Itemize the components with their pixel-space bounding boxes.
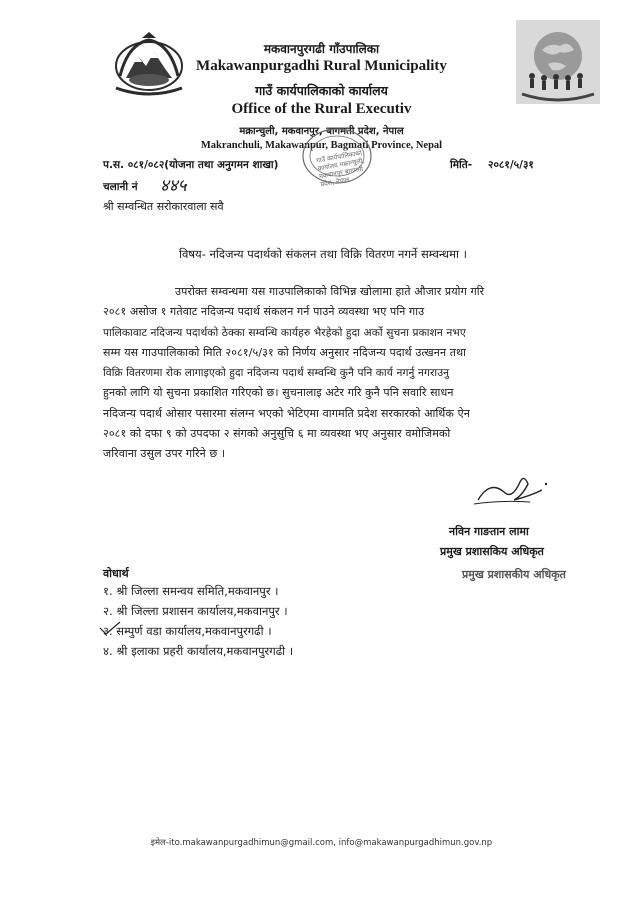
reference-number: प.स. ०८१/०८२(योजना तथा अनुगमन शाखा) (103, 159, 279, 171)
signatory-title: प्रमुख प्रशासकिय अधिकृत (440, 545, 544, 558)
body-line: विक्रि वितरणमा रोक लागाइएको हुदा नदिजन्य पदार्थ सम्वन्धि कुनै पनि कार्य नगर्नु नगराउनु (103, 367, 450, 380)
signatory-name: नविन गाङतान लामा (449, 525, 529, 538)
municipality-name-en: Makawanpurgadhi Rural Municipality (196, 58, 447, 74)
footer-email: इमेल-ito.makawanpurgadhimun@gmail.com, info@makawanpurgadhimun.gov.np (150, 838, 493, 848)
body-line: जरिवाना उसुल उपर गरिने छ । (103, 447, 226, 461)
office-name-np: गाउँ कार्यपालिकाको कार्यालय (255, 83, 388, 98)
designation-stamp: प्रमुख प्रशासकीय अधिकृत (462, 568, 566, 581)
subject-line: विषय- नदिजन्य पदार्थको संकलन तथा विक्रि वितरण नगर्ने सम्वन्धमा । (179, 247, 467, 261)
office-name-en: Office of the Rural Executiv (231, 101, 412, 117)
date-label: मिति- (450, 159, 473, 171)
recipient: श्री सम्वन्धित सरोकारवाला सवै (103, 200, 224, 213)
body-line: २०८१ को दफा ९ को उपदफा २ संगको अनुसुचि ६ मा व्यवस्था भए अनुसार वमोजिमको (103, 427, 451, 441)
tick-mark (98, 620, 122, 636)
handwritten-signature (470, 470, 550, 510)
address-en: Makranchuli, Makawanpur, Bagmati Province, Nepal (200, 140, 443, 151)
dispatch-number: ४४५ (160, 176, 187, 196)
cc-item: २. श्री जिल्ला प्रशासन कार्यालय,मकवानपुर । (103, 604, 288, 618)
body-line: २०८१ असोज १ गतेवाट नदिजन्य पदार्थ संकलन गर्न पाउने व्यवस्था भए पनि गाउ (103, 305, 425, 319)
municipality-name-np: मकवानपुरगढी गाँउपालिका (263, 42, 380, 56)
body-line: हुनको लागि यो सुचना प्रकाशित गरिएको छ। सुचनालाइ अटेर गरि कुनै पनि सवारि साधन (103, 386, 454, 400)
body-line: उपरोक्त सम्वन्धमा यस गाउपालिकाको विभिन्न खोलामा हाते औजार प्रयोग गरि (175, 285, 485, 298)
cc-item: ३. सम्पुर्ण वडा कार्यालय,मकवानपुरगढी । (103, 624, 272, 638)
cc-title: वोधार्थ (103, 567, 129, 580)
body-line: नदिजन्य पदार्थ ओसार पसारमा संलग्न भएको भेटिएमा वागमति प्रदेश सरकारको आर्थिक ऐन (103, 406, 470, 420)
office-stamp-text: गाउँ कार्यपालिकाको कार्यालय मक्रान्चुली, मकवानपुर बागमती प्रदेश, नेपाल (315, 148, 365, 189)
body-line: पालिकावाट नदिजन्य पदार्थको ठेक्का सम्वन्धि कार्यहरु भैरहेको हुदा अर्को सुचना प्रकाशन नभए (103, 326, 466, 339)
cc-list (103, 584, 293, 664)
letter-body (103, 282, 593, 465)
body-line: सम्म यस गाउपालिकाको मिति २०८१/५/३१ को निर्णय अनुसार नदिजन्य पदार्थ उत्खनन तथा (103, 345, 467, 359)
date-value: २०८१/५/३१ (488, 159, 534, 171)
address-np: मक्रान्चुली, मकवानपुर, बागमती प्रदेश, नेपाल (239, 126, 404, 137)
cc-item: ४. श्री इलाका प्रहरी कार्यालय,मकवानपुरगढी । (103, 644, 294, 658)
dispatch-label: चलानी नं (103, 181, 138, 193)
cc-item: १. श्री जिल्ला समन्वय समिति,मकवानपुर । (103, 584, 279, 598)
